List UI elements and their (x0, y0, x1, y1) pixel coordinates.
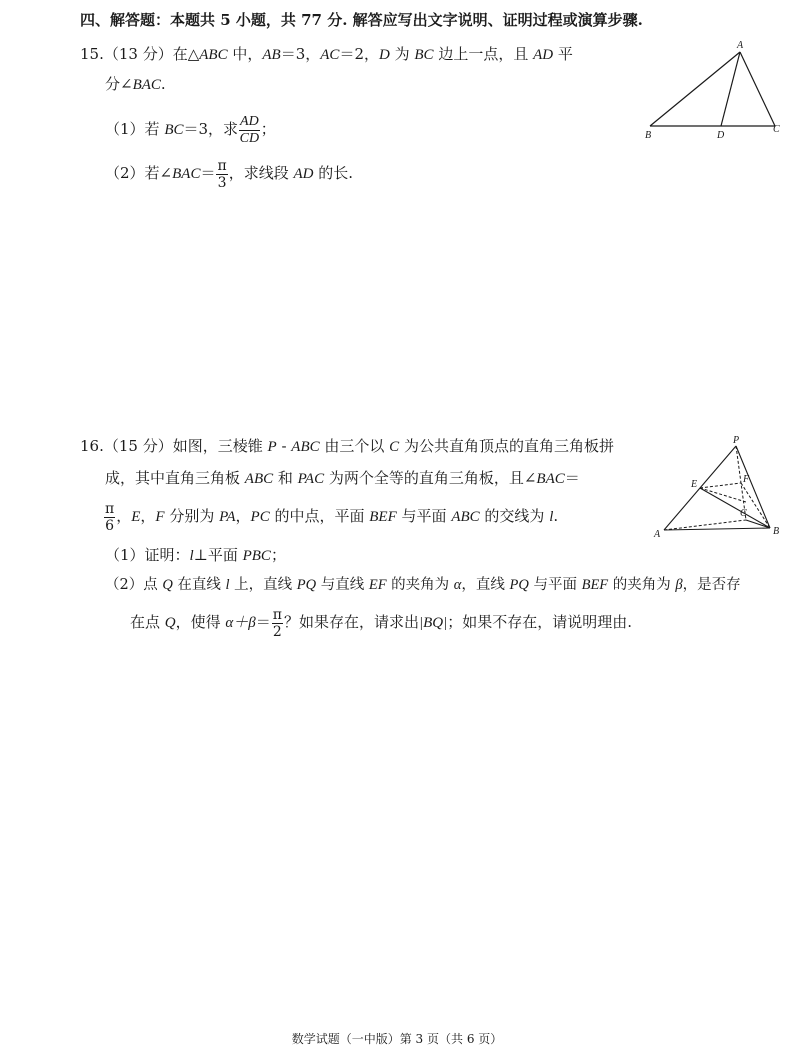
q16-math: l (549, 509, 554, 525)
fraction-denominator: 3 (217, 174, 227, 191)
q15-triangle-figure (640, 36, 790, 144)
q16-part2-line2 (130, 604, 632, 640)
q15-text: ＝3，求 (183, 120, 239, 138)
q16-text: 为两个全等的直角三角板，且∠ (324, 469, 537, 487)
fraction-denominator: CD (239, 130, 260, 146)
q16-text: ；如果不存在，请说明理由. (447, 613, 633, 631)
label-b: B (645, 130, 652, 141)
q16-math: E (131, 509, 141, 525)
q16-text: 由三个以 (319, 437, 390, 455)
q16-math: PBC (242, 548, 271, 564)
q15-text: ＝2， (339, 45, 379, 63)
q15-text: 的长. (313, 164, 354, 182)
q16-fraction-pi-2 (272, 608, 283, 639)
q16-math: PA (219, 509, 236, 525)
q15-math: AD (293, 166, 314, 182)
q16-math: PQ (296, 577, 317, 593)
q15-math: ABC (199, 47, 228, 63)
q15-math: AD (533, 47, 554, 63)
q16-text: ⊥平面 (193, 546, 243, 564)
q16-text: ，使得 (175, 613, 226, 631)
q15-fraction-ad-cd (239, 115, 260, 146)
q16-text: . (553, 507, 559, 525)
q16-math: l (189, 548, 194, 564)
q16-text: 与直线 (316, 577, 369, 593)
segment-ab (650, 52, 740, 126)
q16-tetrahedron-figure (648, 432, 788, 544)
label-b: B (773, 526, 780, 537)
q16-text: 与平面 (396, 507, 452, 525)
q15-text: 分∠ (105, 75, 133, 93)
q16-math: PC (250, 509, 270, 525)
q16-math: ABC (451, 509, 480, 525)
aux-dashed-line (700, 488, 746, 502)
q16-math: BAC (536, 471, 565, 487)
q16-text: 成，其中直角三角板 (105, 469, 245, 487)
q16-text: 的中点，平面 (269, 507, 370, 525)
q16-stem-line2 (105, 468, 580, 489)
q16-part1 (105, 545, 286, 566)
segment-fb (741, 483, 770, 528)
q15-stem-line2 (105, 74, 166, 95)
q15-math: AC (320, 47, 340, 63)
q16-math: α＋β (225, 615, 256, 631)
q16-text: ； (270, 546, 286, 564)
q16-math: F (155, 509, 165, 525)
q16-math: l (225, 577, 230, 593)
q15-part2 (105, 156, 353, 190)
q15-text: ，求线段 (228, 164, 294, 182)
q15-math: BC (414, 47, 434, 63)
q16-text: ＝ (255, 613, 271, 631)
q16-math: EF (368, 577, 387, 593)
q16-math: BEF (581, 577, 609, 593)
q16-math: ABC (291, 439, 320, 455)
q16-text: 的夹角为 (608, 577, 676, 593)
q15-text: （1）若 (105, 120, 165, 138)
q15-text: 为 (389, 45, 415, 63)
q16-math: P (267, 439, 277, 455)
q16-text: 与平面 (528, 577, 582, 593)
fraction-numerator: π (217, 157, 227, 174)
q16-text: ， (140, 507, 156, 525)
q15-math: BAC (132, 77, 161, 93)
q16-math: BEF (369, 509, 397, 525)
label-a: A (654, 529, 661, 540)
fraction-denominator: 6 (105, 517, 115, 534)
label-d: D (717, 130, 725, 141)
q16-math: |BQ| (419, 615, 448, 631)
q16-math: α (453, 577, 462, 593)
q16-text: 在直线 (172, 577, 226, 593)
fraction-numerator: π (272, 606, 282, 623)
q16-text: 为公共直角顶点的直角三角板拼 (399, 437, 614, 455)
q15-math: BC (164, 122, 184, 138)
label-e: E (691, 479, 698, 490)
q16-stem-line1 (80, 436, 614, 457)
q16-text: 在点 (130, 613, 165, 631)
section-heading: 四、解答题：本题共 5 小题，共 77 分. 解答应写出文字说明、证明过程或演算步骤. (80, 11, 643, 29)
q16-score: （15 分） (103, 437, 173, 455)
q16-math: Q (162, 577, 173, 593)
q16-text: 的交线为 (479, 507, 550, 525)
q15-text: ； (260, 120, 276, 138)
label-p: P (733, 435, 740, 446)
q16-text: 分别为 (164, 507, 220, 525)
q15-text: ＝ (200, 164, 216, 182)
page-footer: 数学试题（一中版）第 3 页（共 6 页） (291, 1032, 503, 1046)
fraction-numerator: AD (240, 113, 259, 129)
q16-math: β (675, 577, 683, 593)
q15-text: 在△ (172, 45, 200, 63)
q15-math: AB (262, 47, 281, 63)
segment-ef (700, 483, 741, 488)
q16-text: （1）证明： (105, 546, 190, 564)
fraction-numerator: π (105, 500, 115, 517)
q15-score: （13 分） (103, 45, 173, 63)
q16-text: ＝ (564, 469, 580, 487)
q16-number: 16. (80, 437, 104, 455)
fraction-denominator: 2 (272, 623, 282, 640)
q15-stem-line1 (80, 44, 573, 65)
q15-part1 (105, 112, 276, 146)
label-f: F (743, 474, 750, 485)
label-a: A (737, 40, 744, 51)
label-c: C (773, 124, 780, 135)
q15-math: D (378, 47, 390, 63)
q16-text: （2）点 (105, 577, 163, 593)
q16-part2-line1 (105, 575, 741, 595)
q16-math: ABC (244, 471, 274, 487)
q15-math: BAC (172, 166, 201, 182)
q16-text: 如图，三棱锥 (172, 437, 268, 455)
q15-text: （2）若∠ (105, 164, 173, 182)
q16-fraction-pi-6 (104, 502, 115, 533)
q15-text: . (160, 75, 166, 93)
q15-text: 中， (227, 45, 263, 63)
q15-text: 边上一点，且 (433, 45, 534, 63)
segment-ac (740, 52, 775, 126)
label-c: C (740, 508, 747, 519)
q16-text: ，是否存 (682, 577, 741, 593)
q15-text: ＝3， (280, 45, 321, 63)
q16-math: C (389, 439, 400, 455)
q16-text: 和 (273, 469, 298, 487)
q16-stem-line3 (103, 498, 558, 534)
segment-ad (721, 52, 740, 126)
q16-math: PAC (297, 471, 325, 487)
q16-text: ， (235, 507, 251, 525)
segment-eb (700, 488, 770, 528)
q16-math: Q (164, 615, 176, 631)
q16-math: PQ (509, 577, 529, 593)
q16-text: - (276, 437, 292, 455)
q16-text: ，直线 (461, 577, 510, 593)
q16-text: ， (116, 507, 132, 525)
q15-fraction-pi-3 (216, 159, 227, 190)
q15-text: 平 (553, 45, 573, 63)
q16-text: 上，直线 (229, 577, 297, 593)
q16-text: 的夹角为 (386, 577, 454, 593)
q15-number: 15. (80, 45, 104, 63)
q16-text: ？如果存在，请求出 (283, 613, 419, 631)
